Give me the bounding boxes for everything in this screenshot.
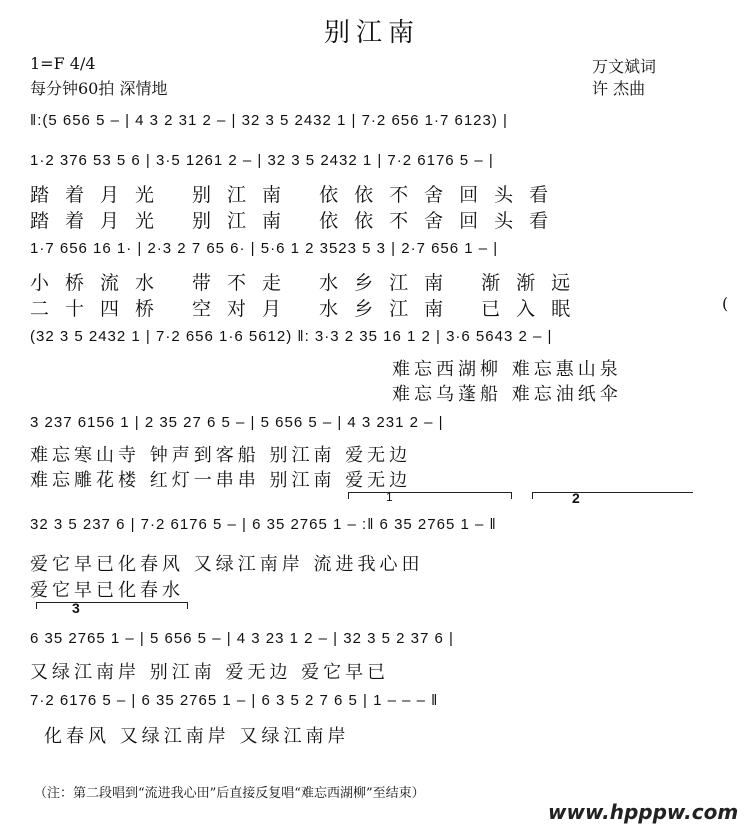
lyric-line-5b: 难忘雕花楼 红灯一串串 别江南 爱无边 [30, 470, 412, 491]
third-ending-number: 3 [72, 600, 80, 616]
notation-line-4: (32 3 5 2432 1 | 7·2 656 1·6 5612) ‖: 3·3 2 35 16 1 2 | 3·6 5643 2 – | [30, 328, 553, 345]
lyric-line-3b: 二十四桥 空对月 水乡江南 已入眠 [30, 298, 587, 320]
lyric-line-4b: 难忘乌蓬船 难忘油纸伞 [392, 384, 622, 405]
lyric-line-6b: 爱它早已化春水 [30, 580, 184, 601]
lyric-line-8: 化春风 又绿江南岸 又绿江南岸 [44, 726, 350, 747]
first-ending-bracket [348, 492, 512, 499]
footnote: （注：第二段唱到“流进我心田”后直接反复唱“难忘西湖柳”至结束） [34, 786, 425, 801]
stray-paren-mark: ( [722, 294, 729, 313]
lyric-line-2b: 踏着月光 别江南 依依不舍回头看 [30, 210, 565, 232]
key-signature: 1=F 4/4 [30, 54, 96, 73]
tempo-marking: 每分钟60拍 深情地 [30, 79, 168, 98]
first-ending-number: 1 [386, 490, 393, 504]
lyric-line-2a: 踏着月光 别江南 依依不舍回头看 [30, 184, 565, 206]
site-watermark: www.hpppw.com [548, 800, 739, 824]
lyric-line-6a: 爱它早已化春风 又绿江南岸 流进我心田 [30, 554, 424, 575]
notation-line-1: ‖:(5 656 5 – | 4 3 2 31 2 – | 32 3 5 2432 1 | 7·2 656 1·7 6123) | [30, 112, 508, 129]
lyricist-credit: 万文斌词 [592, 57, 657, 76]
notation-line-6: 32 3 5 237 6 | 7·2 6176 5 – | 6 35 2765 1 – :‖ 6 35 2765 1 – ‖ [30, 516, 497, 533]
composer-credit: 许 杰曲 [592, 79, 646, 98]
notation-line-5: 3 237 6156 1 | 2 35 27 6 5 – | 5 656 5 – | 4 3 231 2 – | [30, 414, 444, 431]
notation-line-7: 6 35 2765 1 – | 5 656 5 – | 4 3 23 1 2 – | 32 3 5 2 37 6 | [30, 630, 454, 647]
second-ending-number: 2 [572, 490, 580, 506]
notation-line-2: 1·2 376 53 5 6 | 3·5 1261 2 – | 32 3 5 2432 1 | 7·2 6176 5 – | [30, 152, 494, 169]
lyric-line-3a: 小桥流水 带不走 水乡江南 渐渐远 [30, 272, 587, 294]
third-ending-bracket [36, 602, 188, 609]
song-title: 别江南 [323, 18, 420, 48]
lyric-line-5a: 难忘寒山寺 钟声到客船 别江南 爱无边 [30, 445, 412, 466]
lyric-line-7: 又绿江南岸 别江南 爱无边 爱它早已 [30, 662, 390, 683]
notation-line-3: 1·7 656 16 1· | 2·3 2 7 65 6· | 5·6 1 2 3523 5 3 | 2·7 656 1 – | [30, 240, 499, 257]
lyric-line-4a: 难忘西湖柳 难忘惠山泉 [392, 359, 622, 380]
second-ending-bracket [532, 492, 693, 499]
notation-line-8: 7·2 6176 5 – | 6 35 2765 1 – | 6 3 5 2 7 6 5 | 1 – – – ‖ [30, 692, 439, 709]
